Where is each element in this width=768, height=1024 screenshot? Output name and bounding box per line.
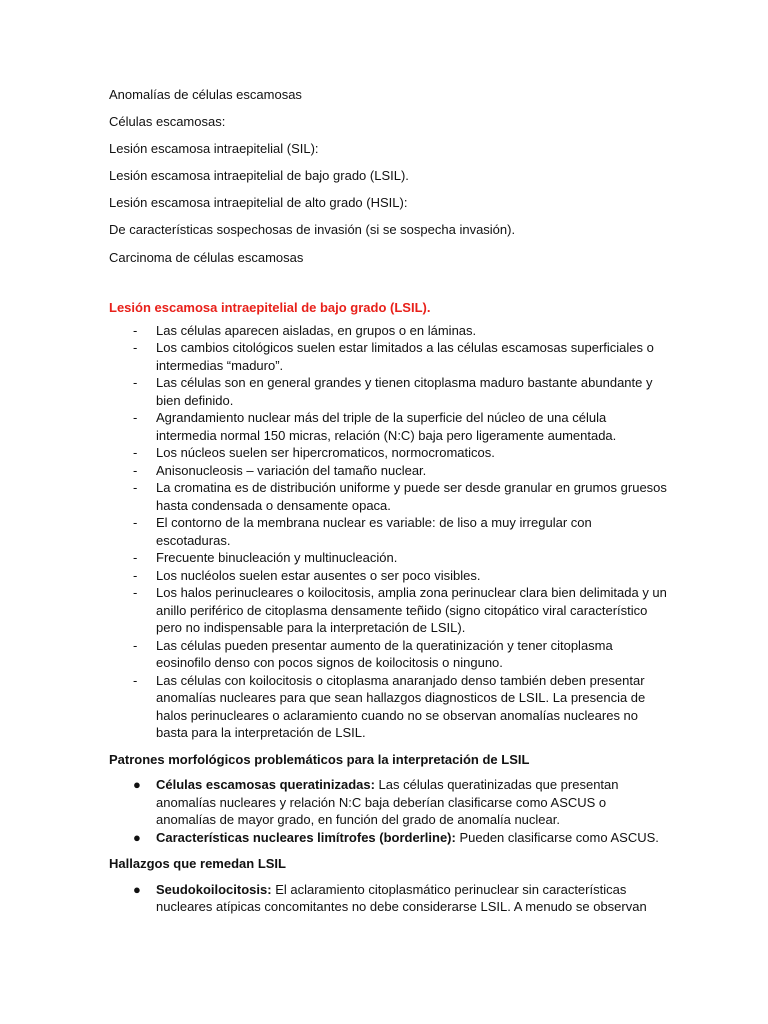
list-item-text: Los cambios citológicos suelen estar limitados a las células escamosas superficiales o intermedias “maduro”. — [156, 340, 654, 373]
list-item — [109, 339, 669, 374]
list-item-text: Anisonucleosis – variación del tamaño nuclear. — [156, 462, 427, 478]
list-item — [109, 549, 669, 567]
list-item-term: Características nucleares limítrofes (borderline): — [156, 829, 456, 845]
lsil-heading: Lesión escamosa intraepitelial de bajo grado (LSIL). — [109, 300, 431, 316]
list-item — [109, 637, 669, 672]
list-item — [109, 672, 669, 742]
list-item-text: Los núcleos suelen ser hipercromaticos, normocromaticos. — [156, 445, 495, 461]
patterns-heading: Patrones morfológicos problemáticos para la interpretación de LSIL — [109, 751, 530, 767]
dash-marker: - — [133, 550, 138, 566]
list-item-text: Las células pueden presentar aumento de la queratinización y tener citoplasma eosinofilo denso con pocos signos de koilocitosis o ninguno. — [156, 637, 613, 671]
intro-line: De características sospechosas de invasión (si se sospecha invasión). — [109, 222, 516, 238]
list-item — [109, 584, 669, 637]
intro-line: Anomalías de células escamosas — [109, 87, 302, 102]
intro-line: Células escamosas: — [109, 114, 226, 130]
dash-marker: - — [133, 340, 138, 356]
dash-marker: - — [133, 567, 138, 583]
intro-line: Lesión escamosa intraepitelial de bajo grado (LSIL). — [109, 168, 409, 184]
list-item-term: Células escamosas queratinizadas: — [156, 777, 375, 793]
bullet-icon: ● — [133, 881, 141, 897]
lsil-list — [109, 322, 669, 742]
list-item-text: Las células con koilocitosis o citoplasma anaranjado denso también deben presentar anomalías nucleares para que sean hallazgos diagnosticos de LSIL. La presencia de halos perinucleares o aclaramiento cuando no se observan anomalías nucleares no basta para la interpretación de LSIL. — [156, 672, 646, 741]
list-item-text: El aclaramiento citoplasmático perinuclear sin características nucleares atípicas concomitantes no debe considerarse LSIL. A menudo se observan — [156, 881, 647, 915]
list-item-text: La cromatina es de distribución uniforme y puede ser desde granular en grumos gruesos hasta condensada o densamente opaca. — [156, 480, 667, 513]
dash-marker: - — [133, 480, 138, 496]
dash-marker: - — [133, 375, 138, 391]
intro-line: Lesión escamosa intraepitelial de alto grado (HSIL): — [109, 195, 408, 211]
list-item — [109, 322, 669, 340]
list-item — [109, 462, 669, 480]
dash-marker: - — [133, 410, 138, 426]
dash-marker: - — [133, 637, 138, 653]
intro-line: Carcinoma de células escamosas — [109, 249, 304, 265]
patterns-list — [109, 776, 669, 846]
list-item — [109, 409, 669, 444]
dash-marker: - — [133, 515, 138, 531]
list-item — [109, 829, 669, 847]
list-item — [109, 776, 669, 829]
list-item — [109, 514, 669, 549]
dash-marker: - — [133, 445, 138, 461]
bullet-icon: ● — [133, 777, 141, 793]
list-item-text: Las células queratinizadas que presentan anomalías nucleares y relación N:C baja deberían clasificarse como ASCUS o anomalías de mayor grado, en función del grado de anomalía nuclear. — [156, 777, 619, 828]
document-content — [109, 86, 669, 916]
mimics-heading: Hallazgos que remedan LSIL — [109, 856, 286, 872]
list-item-text: Agrandamiento nuclear más del triple de la superficie del núcleo de una célula intermedia normal 150 micras, relación (N:C) baja pero ligeramente aumentada. — [156, 410, 617, 443]
dash-marker: - — [133, 462, 138, 478]
list-item-text: Pueden clasificarse como ASCUS. — [455, 829, 659, 845]
list-item-text: El contorno de la membrana nuclear es variable: de liso a muy irregular con escotaduras. — [156, 515, 592, 548]
dash-marker: - — [133, 585, 138, 601]
list-item-term: Seudokoilocitosis: — [156, 881, 272, 897]
mimics-list — [109, 881, 669, 916]
bullet-icon: ● — [133, 829, 141, 845]
dash-marker: - — [133, 672, 138, 688]
list-item — [109, 567, 669, 585]
list-item-text: Frecuente binucleación y multinucleación. — [156, 550, 398, 566]
dash-marker: - — [133, 322, 138, 338]
list-item — [109, 444, 669, 462]
intro-line: Lesión escamosa intraepitelial (SIL): — [109, 141, 319, 157]
intro-lines — [109, 86, 669, 266]
list-item-text: Los halos perinucleares o koilocitosis, amplia zona perinuclear clara bien delimitada y un anillo periférico de citoplasma densamente teñido (signo citopático viral característico pero no indispensable para la interpretación de LSIL). — [156, 585, 667, 636]
list-item-text: Las células son en general grandes y tienen citoplasma maduro bastante abundante y bien definido. — [156, 375, 653, 408]
list-item — [109, 374, 669, 409]
list-item-text: Las células aparecen aisladas, en grupos o en láminas. — [156, 322, 477, 338]
list-item-text: Los nucléolos suelen estar ausentes o ser poco visibles. — [156, 567, 481, 583]
list-item — [109, 881, 669, 916]
list-item — [109, 479, 669, 514]
